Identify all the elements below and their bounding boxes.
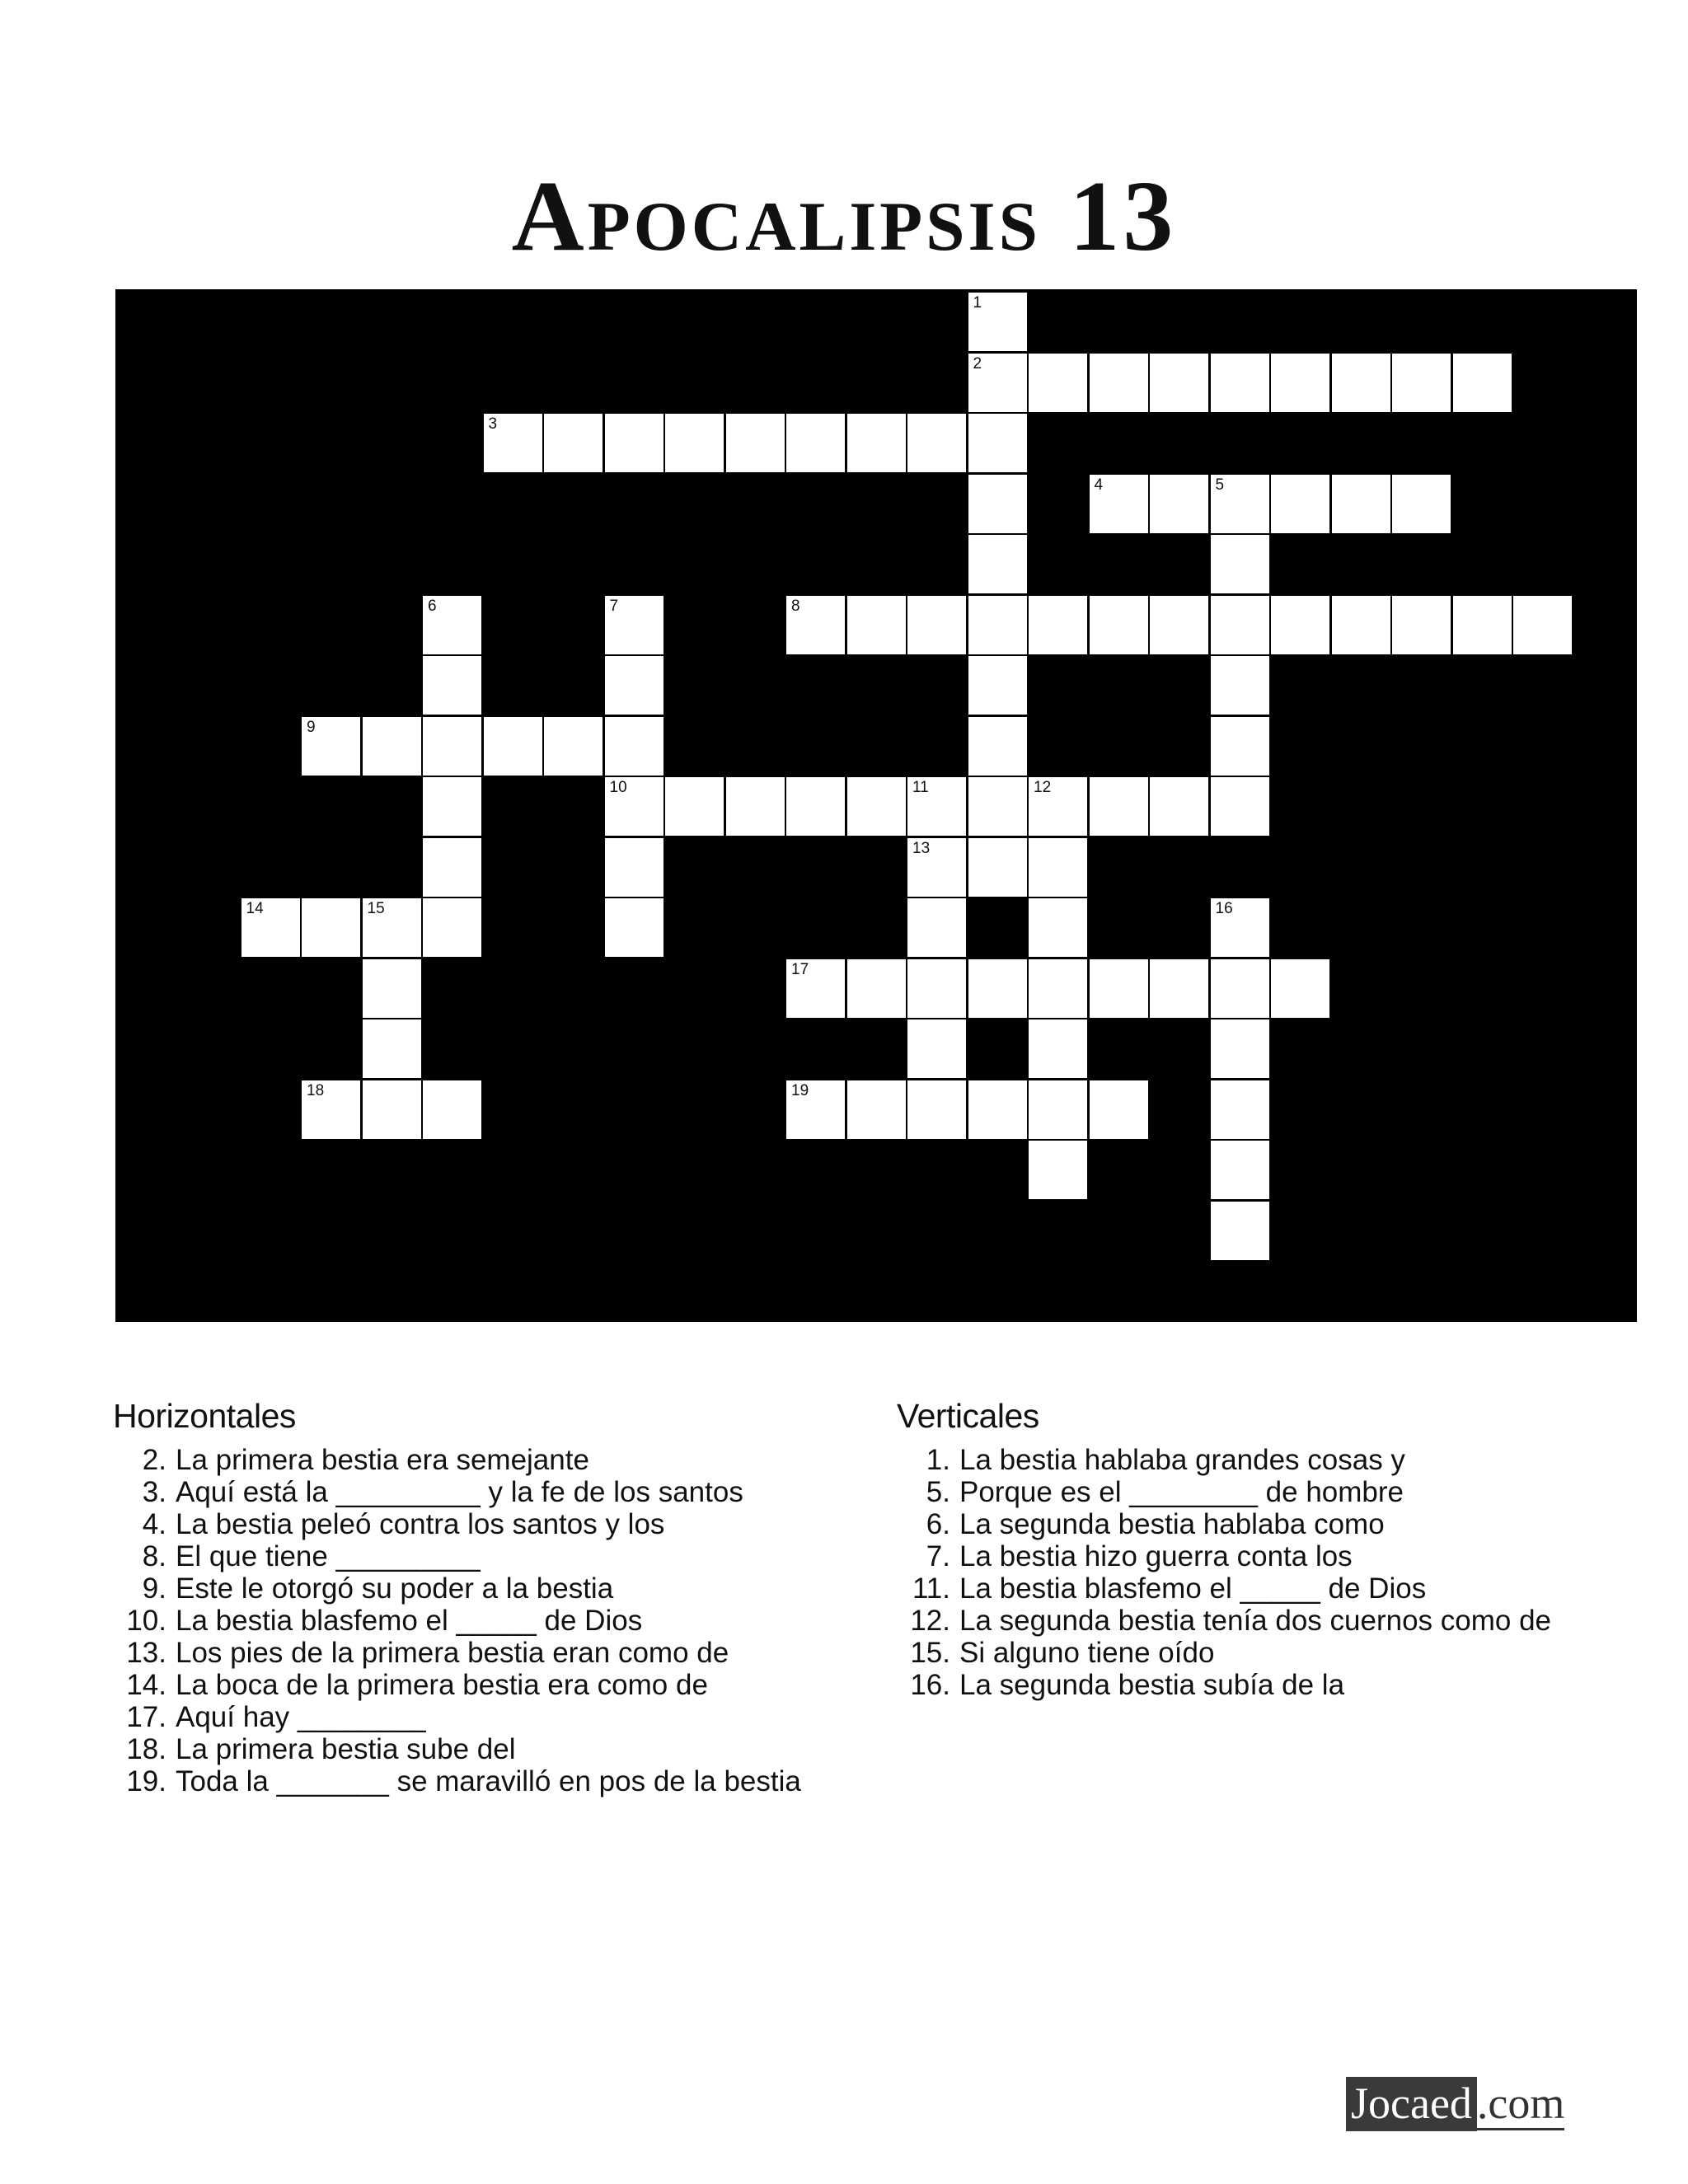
grid-cell[interactable] — [1029, 777, 1087, 836]
clue-number: 16 — [1215, 900, 1233, 917]
clue-item — [113, 1765, 855, 1797]
grid-cell[interactable] — [1392, 475, 1451, 533]
clue-item — [897, 1669, 1639, 1701]
grid-cell[interactable] — [907, 777, 966, 836]
grid-cell[interactable] — [363, 1080, 421, 1139]
clue-item — [113, 1476, 855, 1508]
grid-cell[interactable] — [907, 959, 966, 1018]
clue-item — [113, 1701, 855, 1733]
grid-cell[interactable] — [363, 898, 421, 957]
clue-number: 9. — [142, 1572, 166, 1605]
clue-item — [113, 1733, 855, 1765]
clue-item — [113, 1444, 855, 1476]
clue-number: 18. — [126, 1733, 166, 1765]
grid-cell[interactable] — [1090, 596, 1148, 654]
grid-cell[interactable] — [1029, 596, 1087, 654]
clue-number: 6. — [926, 1508, 950, 1540]
grid-cell[interactable] — [1271, 475, 1329, 533]
grid-cell[interactable] — [1211, 717, 1269, 776]
clue-text: Aquí está la _________ y la fe de los santos — [176, 1476, 743, 1508]
grid-cell[interactable] — [968, 656, 1027, 715]
logo-tld: .com — [1476, 2079, 1565, 2128]
grid-cell[interactable] — [1211, 1080, 1269, 1139]
grid-cell[interactable] — [1029, 354, 1087, 412]
logo-brand: Jocaed — [1346, 2077, 1477, 2131]
grid-cell[interactable] — [423, 838, 481, 897]
clue-number: 16. — [910, 1669, 950, 1701]
across-clues — [113, 1397, 855, 1797]
grid-cell[interactable] — [726, 777, 785, 836]
clue-text: La segunda bestia hablaba como — [959, 1508, 1385, 1540]
clue-number: 19 — [791, 1081, 809, 1099]
grid-cell[interactable] — [1029, 1080, 1087, 1139]
clue-number: 8. — [142, 1540, 166, 1572]
grid-cell[interactable] — [1090, 354, 1148, 412]
grid-cell[interactable] — [544, 414, 603, 472]
down-clue-list — [897, 1444, 1639, 1701]
grid-cell[interactable] — [1150, 596, 1208, 654]
clue-item — [113, 1669, 855, 1701]
grid-cell[interactable] — [1211, 898, 1269, 957]
grid-cell[interactable] — [302, 898, 360, 957]
page-title: Apocalipsis 13 — [511, 160, 1177, 272]
clue-number: 4 — [1094, 476, 1104, 494]
grid-cell[interactable] — [968, 293, 1027, 351]
grid-cell[interactable] — [423, 656, 481, 715]
grid-cell[interactable] — [1029, 959, 1087, 1018]
grid-cell[interactable] — [968, 838, 1027, 897]
grid-cell[interactable] — [968, 354, 1027, 412]
grid-cell[interactable] — [1211, 656, 1269, 715]
grid-cell[interactable] — [1453, 354, 1512, 412]
clue-item — [897, 1540, 1639, 1572]
grid-cell[interactable] — [423, 717, 481, 776]
clue-number: 13 — [912, 839, 931, 857]
grid-cell[interactable] — [1029, 1019, 1087, 1078]
grid-cell[interactable] — [1332, 475, 1390, 533]
grid-cell[interactable] — [665, 414, 724, 472]
down-clues — [897, 1397, 1639, 1701]
grid-cell[interactable] — [423, 596, 481, 654]
clue-item — [113, 1572, 855, 1605]
grid-cell[interactable] — [665, 777, 724, 836]
grid-cell[interactable] — [1029, 1141, 1087, 1199]
grid-cell[interactable] — [968, 777, 1027, 836]
clue-number: 11 — [912, 779, 929, 796]
grid-cell[interactable] — [423, 1080, 481, 1139]
grid-cell[interactable] — [1029, 898, 1087, 957]
clue-text: La bestia blasfemo el _____ de Dios — [959, 1572, 1427, 1605]
grid-cell[interactable] — [786, 596, 845, 654]
grid-cell[interactable] — [1211, 535, 1269, 593]
clue-item — [113, 1540, 855, 1572]
grid-cell[interactable] — [1211, 959, 1269, 1018]
clue-text: La bestia hizo guerra conta los — [959, 1540, 1353, 1572]
clue-number: 7 — [609, 597, 619, 615]
down-heading: Verticales — [897, 1397, 1039, 1435]
clue-text: La primera bestia era semejante — [176, 1444, 589, 1476]
grid-cell[interactable] — [907, 596, 966, 654]
clue-item — [897, 1605, 1639, 1637]
grid-cell[interactable] — [484, 414, 542, 472]
grid-cell[interactable] — [907, 898, 966, 957]
grid-cell[interactable] — [968, 1080, 1027, 1139]
grid-cell[interactable] — [1211, 777, 1269, 836]
clue-number: 14. — [126, 1669, 166, 1701]
clue-number: 10. — [126, 1605, 166, 1637]
grid-cell[interactable] — [605, 717, 663, 776]
grid-cell[interactable] — [968, 535, 1027, 593]
grid-cell[interactable] — [1332, 596, 1390, 654]
clue-text: Este le otorgó su poder a la bestia — [176, 1572, 614, 1605]
clue-item — [113, 1508, 855, 1540]
grid-cell[interactable] — [1453, 596, 1512, 654]
grid-cell[interactable] — [786, 777, 845, 836]
grid-cell[interactable] — [847, 959, 906, 1018]
across-heading: Horizontales — [113, 1397, 296, 1435]
grid-cell[interactable] — [1090, 1080, 1148, 1139]
grid-cell[interactable] — [847, 1080, 906, 1139]
grid-cell[interactable] — [302, 1080, 360, 1139]
grid-cell[interactable] — [363, 1019, 421, 1078]
grid-cell[interactable] — [241, 898, 300, 957]
grid-cell[interactable] — [968, 959, 1027, 1018]
clue-number: 15. — [910, 1637, 950, 1669]
clue-item — [897, 1572, 1639, 1605]
grid-cell[interactable] — [423, 898, 481, 957]
clue-number: 11. — [912, 1572, 950, 1605]
clue-number: 3. — [142, 1476, 166, 1508]
clue-text: El que tiene _________ — [176, 1540, 481, 1572]
clue-number: 2. — [142, 1444, 166, 1476]
clue-number: 7. — [926, 1540, 950, 1572]
grid-cell[interactable] — [605, 777, 663, 836]
clue-text: La segunda bestia tenía dos cuernos como de — [959, 1605, 1551, 1637]
across-clue-list — [113, 1444, 855, 1797]
clue-item — [113, 1637, 855, 1669]
grid-cell[interactable] — [907, 838, 966, 897]
clue-item — [113, 1605, 855, 1637]
grid-cell[interactable] — [302, 717, 360, 776]
grid-cell[interactable] — [605, 656, 663, 715]
clue-number: 5. — [926, 1476, 950, 1508]
grid-cell[interactable] — [1090, 475, 1148, 533]
grid-cell[interactable] — [968, 414, 1027, 472]
grid-cell[interactable] — [1392, 596, 1451, 654]
clue-text: La bestia blasfemo el _____ de Dios — [176, 1605, 643, 1637]
site-logo[interactable] — [1346, 2081, 1564, 2130]
clue-number: 6 — [428, 597, 437, 615]
clue-number: 3 — [488, 415, 498, 433]
grid-cell[interactable] — [1029, 838, 1087, 897]
grid-cell[interactable] — [1271, 354, 1329, 412]
grid-cell[interactable] — [1211, 1141, 1269, 1199]
grid-cell[interactable] — [544, 717, 603, 776]
clue-number: 1 — [973, 294, 982, 312]
clue-number: 12. — [910, 1605, 950, 1637]
clue-text: Aquí hay ________ — [176, 1701, 426, 1733]
grid-cell[interactable] — [605, 596, 663, 654]
clue-number: 13. — [126, 1637, 166, 1669]
grid-cell[interactable] — [363, 959, 421, 1018]
grid-cell[interactable] — [605, 898, 663, 957]
grid-cell[interactable] — [1271, 959, 1329, 1018]
clue-number: 10 — [609, 779, 627, 796]
grid-cell[interactable] — [786, 1080, 845, 1139]
clue-text: La bestia hablaba grandes cosas y — [959, 1444, 1405, 1476]
grid-cell[interactable] — [786, 414, 845, 472]
grid-cell[interactable] — [847, 596, 906, 654]
clue-item — [897, 1476, 1639, 1508]
clue-number: 2 — [973, 354, 982, 373]
grid-cell[interactable] — [484, 717, 542, 776]
clue-number: 18 — [307, 1081, 325, 1099]
clue-text: La bestia peleó contra los santos y los — [176, 1508, 665, 1540]
grid-cell[interactable] — [1211, 1019, 1269, 1078]
grid-cell[interactable] — [1150, 475, 1208, 533]
grid-cell[interactable] — [423, 777, 481, 836]
grid-cell[interactable] — [907, 1019, 966, 1078]
grid-cell[interactable] — [1211, 475, 1269, 533]
grid-cell[interactable] — [1211, 1202, 1269, 1260]
grid-cell[interactable] — [907, 414, 966, 472]
clue-text: La segunda bestia subía de la — [959, 1669, 1345, 1701]
grid-cell[interactable] — [1150, 959, 1208, 1018]
clue-number: 17 — [791, 960, 809, 978]
grid-cell[interactable] — [726, 414, 785, 472]
grid-cell[interactable] — [968, 596, 1027, 654]
clue-text: La primera bestia sube del — [176, 1733, 516, 1765]
grid-cell[interactable] — [1090, 777, 1148, 836]
clue-item — [897, 1508, 1639, 1540]
grid-cell[interactable] — [1150, 354, 1208, 412]
grid-cell[interactable] — [968, 717, 1027, 776]
clue-text: La boca de la primera bestia era como de — [176, 1669, 708, 1701]
clue-number: 12 — [1034, 779, 1052, 796]
grid-cell[interactable] — [968, 475, 1027, 533]
clue-number: 8 — [791, 597, 800, 615]
grid-cell[interactable] — [605, 838, 663, 897]
clue-text: Porque es el ________ de hombre — [959, 1476, 1404, 1508]
clue-number: 9 — [307, 718, 316, 736]
grid-cell[interactable] — [1392, 354, 1451, 412]
clue-number: 14 — [246, 900, 264, 917]
grid-cell[interactable] — [605, 414, 663, 472]
clue-number: 4. — [142, 1508, 166, 1540]
crossword-grid — [115, 289, 1637, 1322]
clue-text: Si alguno tiene oído — [959, 1637, 1215, 1669]
grid-cell[interactable] — [847, 414, 906, 472]
clue-text: Los pies de la primera bestia eran como de — [176, 1637, 729, 1669]
grid-cell[interactable] — [847, 777, 906, 836]
clue-item — [897, 1444, 1639, 1476]
grid-cell[interactable] — [1150, 777, 1208, 836]
grid-cell[interactable] — [786, 959, 845, 1018]
clue-number: 17. — [126, 1701, 166, 1733]
clue-text: Toda la _______ se maravilló en pos de la bestia — [176, 1765, 801, 1797]
clue-item — [897, 1637, 1639, 1669]
clue-number: 19. — [126, 1765, 166, 1797]
grid-cell[interactable] — [1332, 354, 1390, 412]
grid-cell[interactable] — [1271, 596, 1329, 654]
grid-cell[interactable] — [363, 717, 421, 776]
grid-cell[interactable] — [1211, 354, 1269, 412]
clue-number: 5 — [1215, 476, 1225, 494]
grid-cell[interactable] — [907, 1080, 966, 1139]
grid-cell[interactable] — [1513, 596, 1572, 654]
clue-number: 15 — [367, 900, 385, 917]
grid-cell[interactable] — [1211, 596, 1269, 654]
grid-cell[interactable] — [1090, 959, 1148, 1018]
clue-number: 1. — [926, 1444, 950, 1476]
